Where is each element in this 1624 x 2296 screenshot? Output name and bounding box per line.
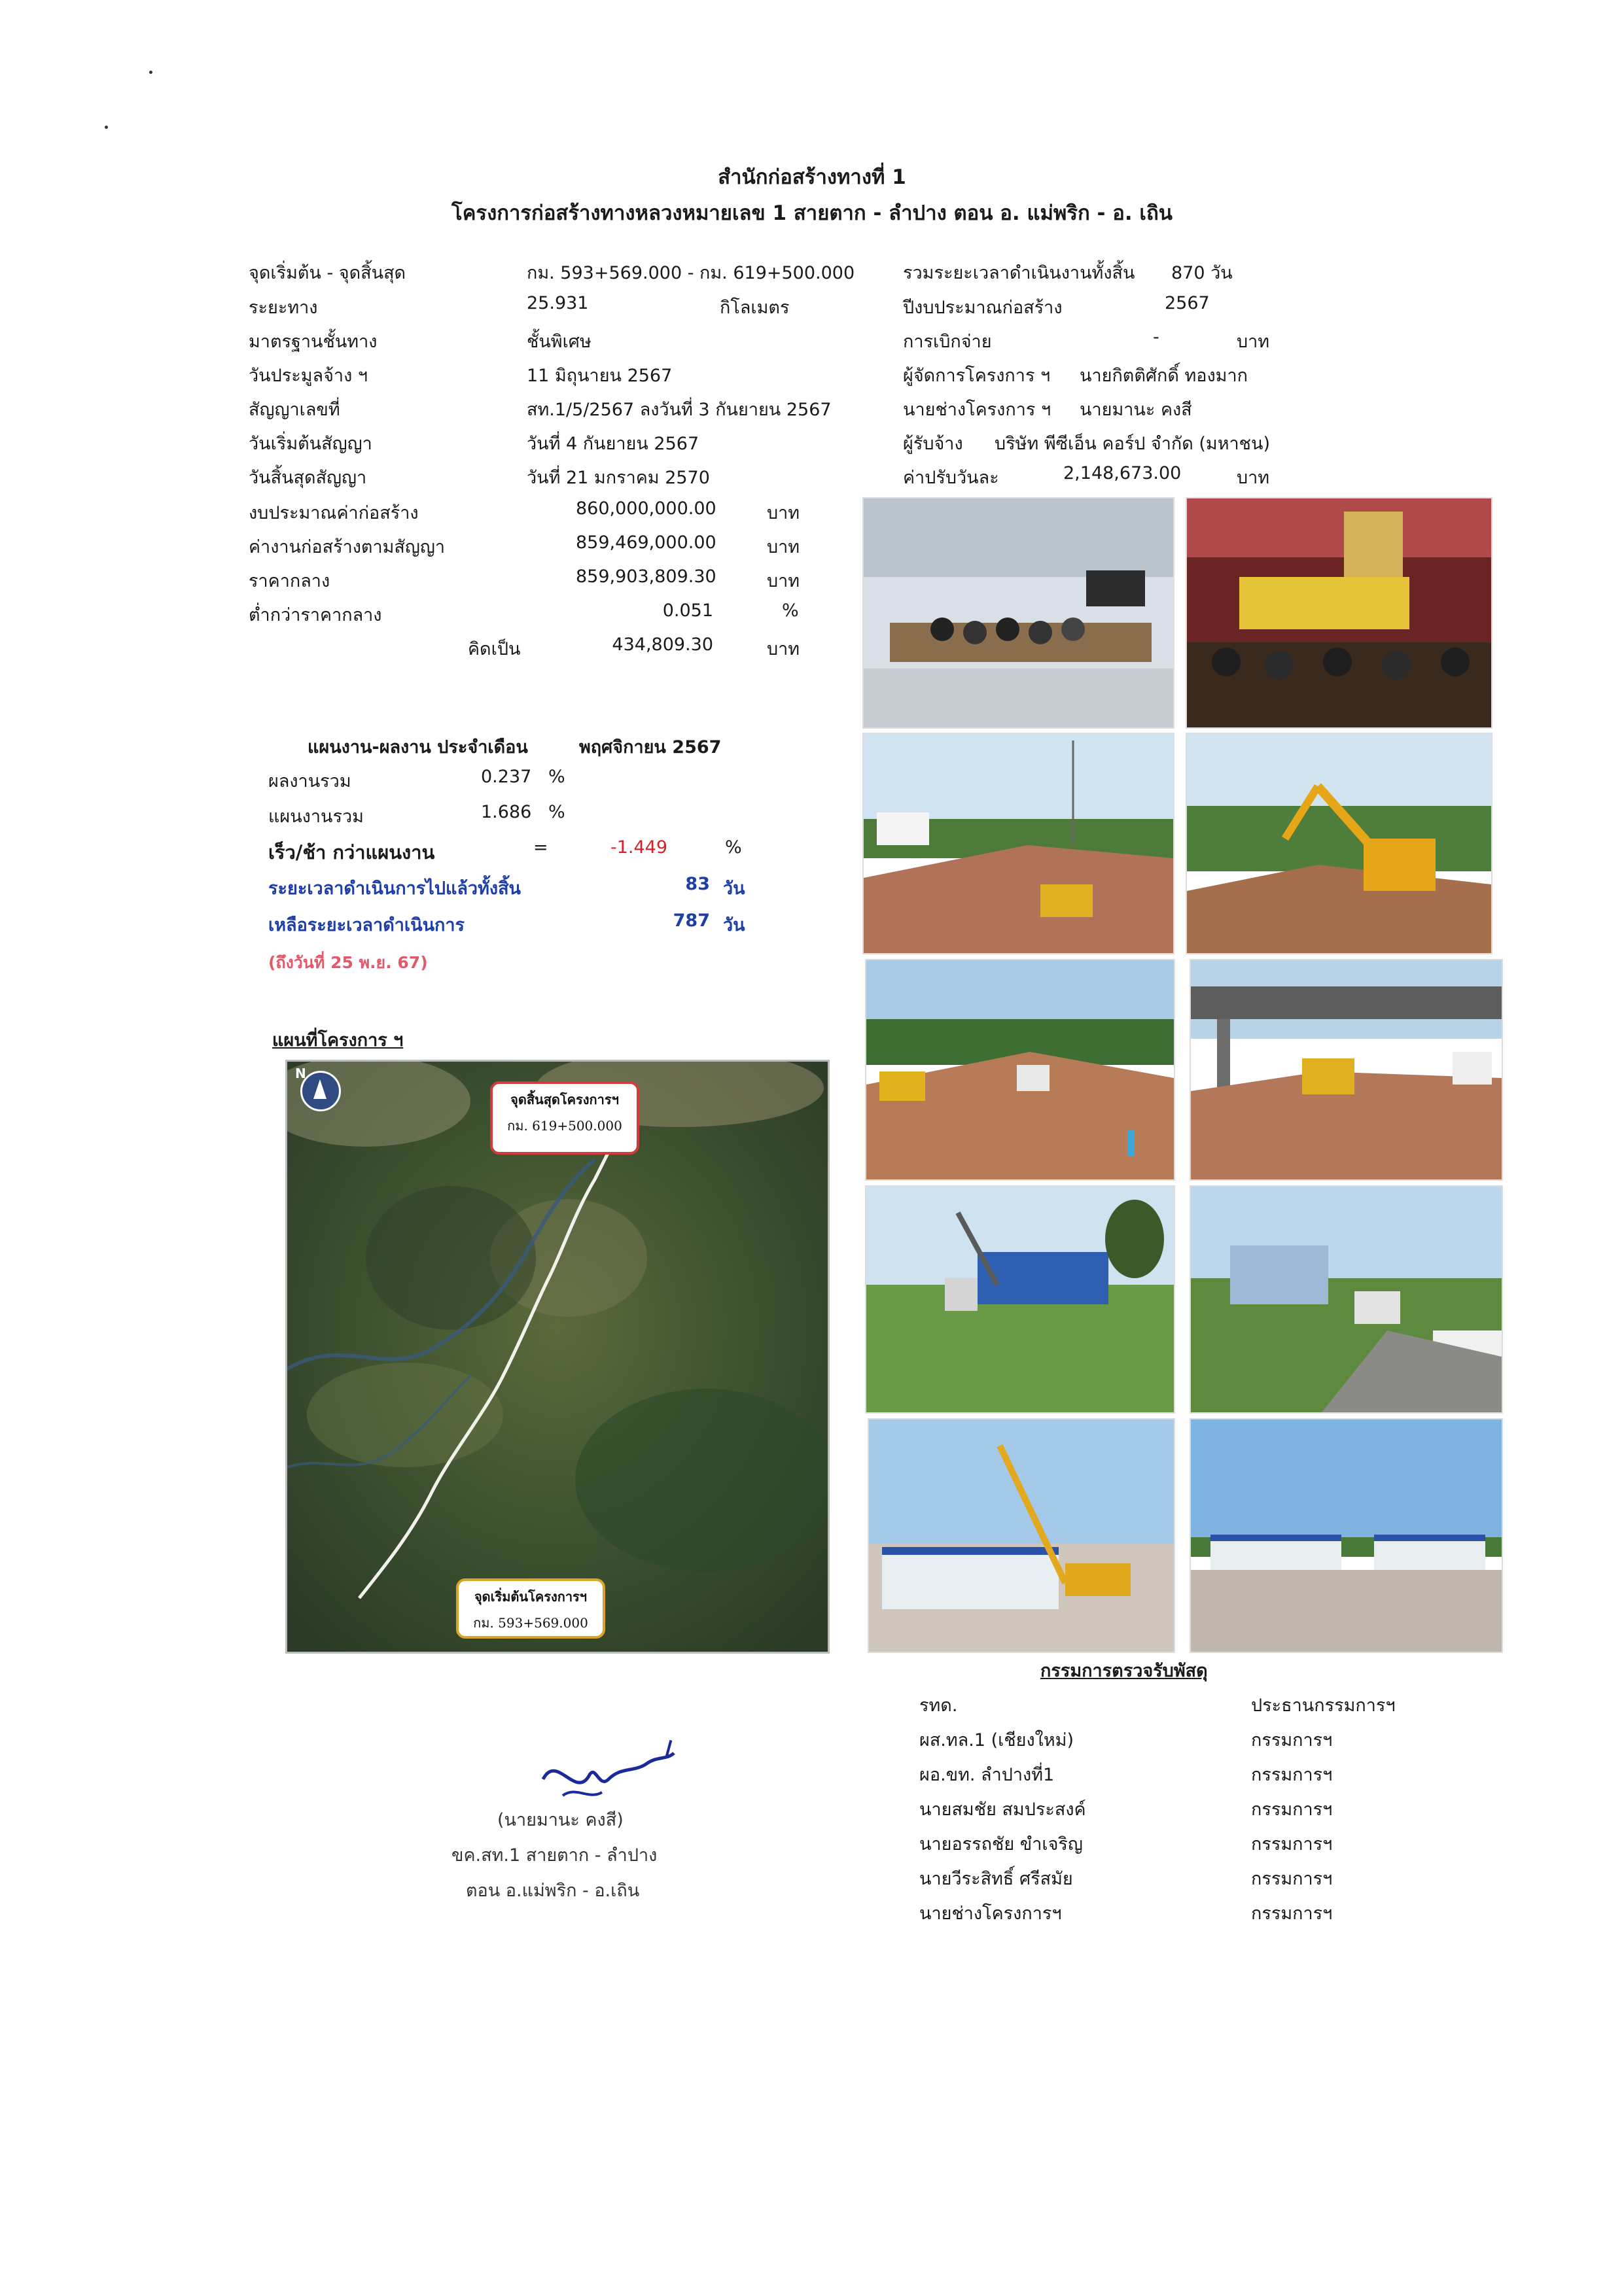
detail-value: 11 มิถุนายน 2567 — [527, 366, 673, 386]
right-detail-value: 870 วัน — [1171, 263, 1233, 283]
north-label: N — [295, 1066, 306, 1081]
detail-value: 25.931 — [527, 293, 589, 313]
result-value: 0.237 — [481, 767, 532, 787]
budget-label: งบประมาณค่าก่อสร้าง — [249, 503, 419, 523]
remaining-label: เหลือระยะเวลาดำเนินการ — [268, 915, 465, 935]
detail-label: จุดเริ่มต้น - จุดสิ้นสุด — [249, 263, 406, 283]
signature-image — [537, 1740, 680, 1805]
signer-section: ตอน อ.แม่พริก - อ.เถิน — [466, 1881, 640, 1901]
right-detail-unit: บาท — [1237, 332, 1270, 352]
photo-meeting-room — [862, 497, 1174, 729]
right-detail-value: - — [1153, 327, 1159, 347]
right-detail-value: 2,148,673.00 — [1063, 463, 1182, 483]
detail-label: วันสิ้นสุดสัญญา — [249, 468, 367, 488]
detail-value: วันที่ 4 กันยายน 2567 — [527, 434, 699, 454]
right-detail-label: การเบิกจ่าย — [903, 332, 992, 352]
budget-unit: บาท — [767, 639, 800, 659]
scan-speck — [105, 126, 108, 129]
photo-project-sign — [1190, 1185, 1503, 1414]
result-label: ผลงานรวม — [268, 771, 351, 791]
plan-value: 1.686 — [481, 802, 532, 822]
right-detail-label: ปีงบประมาณก่อสร้าง — [903, 298, 1063, 318]
committee-member-name: นายช่างโครงการฯ — [919, 1904, 1062, 1924]
photo-bridge-work — [1190, 959, 1503, 1181]
detail-value: กม. 593+569.000 - กม. 619+500.000 — [527, 263, 855, 283]
committee-member-role: กรรมการฯ — [1251, 1904, 1333, 1924]
signer-position: ขค.สท.1 สายตาก - ลำปาง — [451, 1845, 658, 1866]
committee-member-name: ผอ.ขท. ลำปางที่1 — [919, 1765, 1055, 1785]
budget-label: ต่ำกว่าราคากลาง — [249, 605, 382, 625]
committee-member-name: ผส.ทล.1 (เชียงใหม่) — [919, 1730, 1074, 1750]
progress-title: แผนงาน-ผลงาน ประจำเดือน — [308, 737, 528, 757]
committee-member-role: กรรมการฯ — [1251, 1800, 1333, 1820]
north-arrow-icon — [300, 1071, 341, 1111]
detail-value: สท.1/5/2567 ลงวันที่ 3 กันยายน 2567 — [527, 400, 832, 420]
photo-site-office-yard — [1190, 1418, 1503, 1653]
budget-value: 0.051 — [662, 600, 713, 621]
budget-label: ค่างานก่อสร้างตามสัญญา — [249, 537, 446, 557]
elapsed-unit: วัน — [723, 878, 745, 899]
right-detail-value: นายมานะ คงสี — [1080, 400, 1192, 420]
map-title: แผนที่โครงการ ฯ — [272, 1030, 404, 1051]
committee-member-role: กรรมการฯ — [1251, 1834, 1333, 1854]
end-point-callout — [490, 1081, 639, 1155]
committee-member-name: นายอรรถชัย ขำเจริญ — [919, 1834, 1083, 1854]
committee-member-role: กรรมการฯ — [1251, 1730, 1333, 1750]
right-detail-label: ผู้จัดการโครงการ ฯ — [903, 366, 1051, 386]
signer-name: (นายมานะ คงสี) — [497, 1810, 624, 1830]
detail-label: ระยะทาง — [249, 298, 318, 318]
budget-label: ราคากลาง — [249, 571, 330, 591]
right-detail-value: 2567 — [1165, 293, 1210, 313]
speed-value: -1.449 — [610, 837, 667, 858]
progress-month: พฤศจิกายน 2567 — [579, 737, 722, 757]
photo-signboard-install — [865, 1185, 1175, 1414]
budget-value: 434,809.30 — [612, 635, 713, 655]
detail-label: มาตรฐานชั้นทาง — [249, 332, 378, 352]
detail-value: วันที่ 21 มกราคม 2570 — [527, 468, 710, 488]
photo-grading-road — [865, 959, 1175, 1181]
budget-unit: % — [782, 600, 799, 621]
plan-unit: % — [548, 802, 565, 822]
remaining-unit: วัน — [723, 915, 745, 935]
committee-title: กรรมการตรวจรับพัสดุ — [1040, 1661, 1208, 1681]
right-detail-value: นายกิตติศักดิ์ ทองมาก — [1080, 366, 1248, 386]
right-detail-label: รวมระยะเวลาดำเนินงานทั้งสิ้น — [903, 263, 1135, 283]
photo-public-meeting — [1186, 497, 1492, 729]
budget-unit: บาท — [767, 503, 800, 523]
plan-label: แผนงานรวม — [268, 807, 364, 827]
scan-speck — [149, 71, 152, 74]
end-point-km: กม. 619+500.000 — [507, 1118, 622, 1134]
office-title: สำนักก่อสร้างทางที่ 1 — [718, 165, 906, 189]
photo-roller-road — [862, 733, 1174, 954]
speed-equals: = — [533, 837, 548, 858]
detail-label: วันเริ่มต้นสัญญา — [249, 434, 372, 454]
photo-excavator — [1186, 733, 1492, 954]
start-point-label: จุดเริ่มต้นโครงการฯ — [474, 1589, 588, 1605]
committee-member-role: กรรมการฯ — [1251, 1765, 1333, 1785]
committee-member-role: ประธานกรรมการฯ — [1251, 1696, 1396, 1716]
start-point-km: กม. 593+569.000 — [473, 1615, 588, 1631]
elapsed-value: 83 — [685, 874, 710, 894]
budget-unit: บาท — [767, 571, 800, 591]
committee-member-name: นายวีระสิทธิ์ ศรีสมัย — [919, 1869, 1073, 1889]
result-unit: % — [548, 767, 565, 787]
committee-member-name: นายสมชัย สมประสงค์ — [919, 1800, 1086, 1820]
speed-unit: % — [725, 837, 742, 858]
budget-value: 859,469,000.00 — [576, 532, 716, 553]
as-of-date: (ถึงวันที่ 25 พ.ย. 67) — [268, 953, 428, 972]
elapsed-label: ระยะเวลาดำเนินการไปแล้วทั้งสิ้น — [268, 878, 521, 899]
right-detail-label: ค่าปรับวันละ — [903, 468, 999, 488]
right-detail-value: บริษัท พีซีเอ็น คอร์ป จำกัด (มหาชน) — [995, 434, 1270, 454]
start-point-callout — [456, 1578, 605, 1639]
budget-unit: บาท — [767, 537, 800, 557]
right-detail-label: ผู้รับจ้าง — [903, 434, 963, 454]
project-map — [285, 1060, 830, 1654]
speed-label: เร็ว/ช้า กว่าแผนงาน — [268, 841, 435, 863]
budget-value: 860,000,000.00 — [576, 498, 716, 519]
detail-label: วันประมูลจ้าง ฯ — [249, 366, 368, 386]
committee-member-role: กรรมการฯ — [1251, 1869, 1333, 1889]
detail-label: สัญญาเลขที่ — [249, 400, 340, 420]
detail-value: ชั้นพิเศษ — [527, 332, 591, 352]
budget-value: 859,903,809.30 — [576, 566, 716, 587]
detail-unit: กิโลเมตร — [720, 298, 790, 318]
right-detail-label: นายช่างโครงการ ฯ — [903, 400, 1051, 420]
right-detail-unit: บาท — [1237, 468, 1270, 488]
budget-label: คิดเป็น — [468, 639, 521, 659]
remaining-value: 787 — [673, 911, 710, 931]
photo-site-office-crane — [868, 1418, 1175, 1653]
project-title: โครงการก่อสร้างทางหลวงหมายเลข 1 สายตาก - ลำปาง ตอน อ. แม่พริก - อ. เถิน — [451, 201, 1173, 225]
end-point-label: จุดสิ้นสุดโครงการฯ — [510, 1092, 619, 1107]
committee-member-name: รทด. — [919, 1696, 958, 1716]
